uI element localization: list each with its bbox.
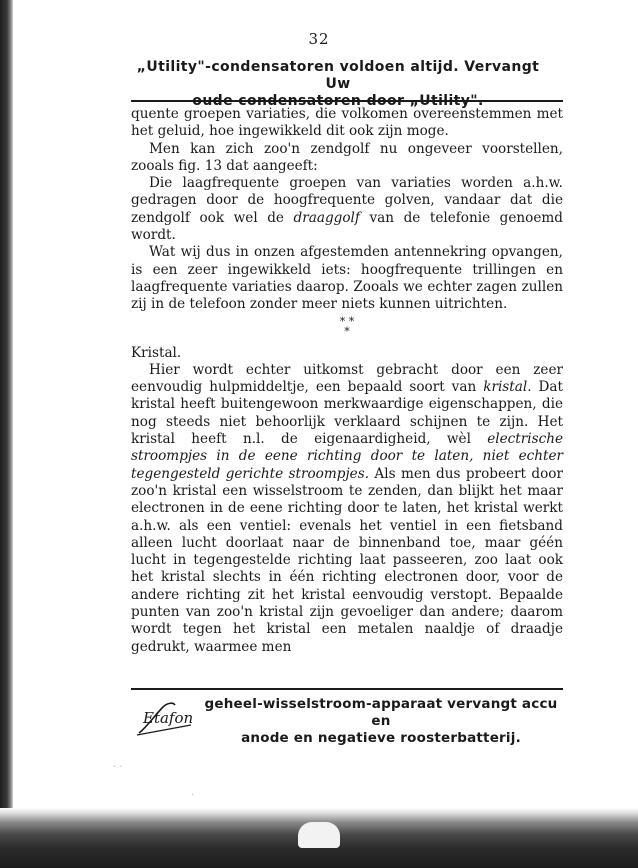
paragraph-4: Wat wij dus in onzen afgestemden antennekring opvangen, is een zeer ingewikkeld iets: hoogfrequente trillingen en laagfrequente variaties daarop. Zooals we echter zagen zullen zij in de telefoon zonder meer niets kunnen uitrichten. bbox=[131, 244, 563, 313]
header-rule bbox=[131, 100, 563, 102]
paragraph-5-emphasis-2: electrische stroompjes in de eene richting door te laten, niet echter tegengesteld gerichte stroompjes. bbox=[131, 431, 563, 482]
ad-header-line-1: „Utility"-condensatoren voldoen altijd. Vervangt Uw bbox=[136, 59, 540, 92]
stars-top: * * bbox=[339, 314, 355, 328]
scan-bottom-notch bbox=[298, 822, 340, 848]
paragraph-5 bbox=[131, 362, 563, 656]
scan-smudge: · · bbox=[113, 762, 123, 773]
paragraph-5-text-b: Dat kristal heeft buitengewoon merkwaardige eigenschappen, die nog steeds niet behoorlijk verklaard schijnen te zijn. Het kristal heeft n.l. de eigenaardigheid, wèl bbox=[131, 379, 563, 448]
footer-ad-line-1: geheel-wisselstroom-apparaat vervangt accu en bbox=[204, 696, 558, 729]
body-text bbox=[131, 106, 563, 656]
footer-rule bbox=[131, 688, 563, 690]
stars-bottom: * bbox=[344, 324, 350, 338]
book-page bbox=[13, 0, 625, 808]
paragraph-5-emphasis-1: kristal. bbox=[483, 379, 532, 396]
scan-left-edge bbox=[0, 0, 13, 868]
paragraph-2: Men kan zich zoo'n zendgolf nu ongeveer voorstellen, zooals fig. 13 dat aangeeft: bbox=[131, 140, 563, 174]
etafon-logo-text: Etafon bbox=[143, 709, 194, 727]
etafon-logo bbox=[133, 697, 197, 739]
section-break-stars bbox=[131, 314, 563, 345]
footer-ad bbox=[195, 696, 567, 747]
paragraph-3-text-a: Die laagfrequente groepen van variaties worden a.h.w. gedragen door de hoogfrequente golven, vandaar dat die zendgolf ook wel de bbox=[131, 175, 563, 226]
paragraph-3-text-b: van de telefonie genoemd wordt. bbox=[131, 209, 564, 244]
paragraph-3-emphasis: draaggolf bbox=[293, 209, 360, 226]
section-title: Kristal. bbox=[131, 344, 182, 361]
footer-ad-line-2: anode en negatieve roosterbatterij. bbox=[241, 730, 521, 746]
paragraph-5-text-a: Hier wordt echter uitkomst gebracht door een zeer eenvoudig hulpmiddeltje, een bepaald soort van bbox=[131, 361, 563, 396]
ad-header-line-2: oude condensatoren door „Utility". bbox=[192, 93, 484, 109]
paragraph-1: quente groepen variaties, die volkomen overeenstemmen met het geluid, hoe ingewikkeld dit ook zijn moge. bbox=[131, 106, 563, 140]
page-number: 32 bbox=[308, 30, 330, 48]
paragraph-3 bbox=[131, 175, 563, 244]
ad-header bbox=[123, 59, 553, 110]
scan-smudge: · bbox=[191, 790, 195, 801]
paragraph-5-text-c: Als men dus probeert door zoo'n kristal een wisselstroom te zenden, dan blijkt het maar electronen in de eene richting door te laten, het kristal werkt a.h.w. als een ventiel: evenals het ventiel in een fietsband alleen lucht doorlaat naar de binnenband toe, maar géén lucht in tegengestelde richting laat passeeren, zoo laat ook het kristal slechts in één richting electronen door, voor de andere richting zit het kristal eenvoudig verstopt. Bepaalde punten van zoo'n kristal zijn gevoeliger dan andere; daarom wordt tegen het kristal een metalen naaldje of draadje gedrukt, waarmee men bbox=[131, 465, 563, 655]
